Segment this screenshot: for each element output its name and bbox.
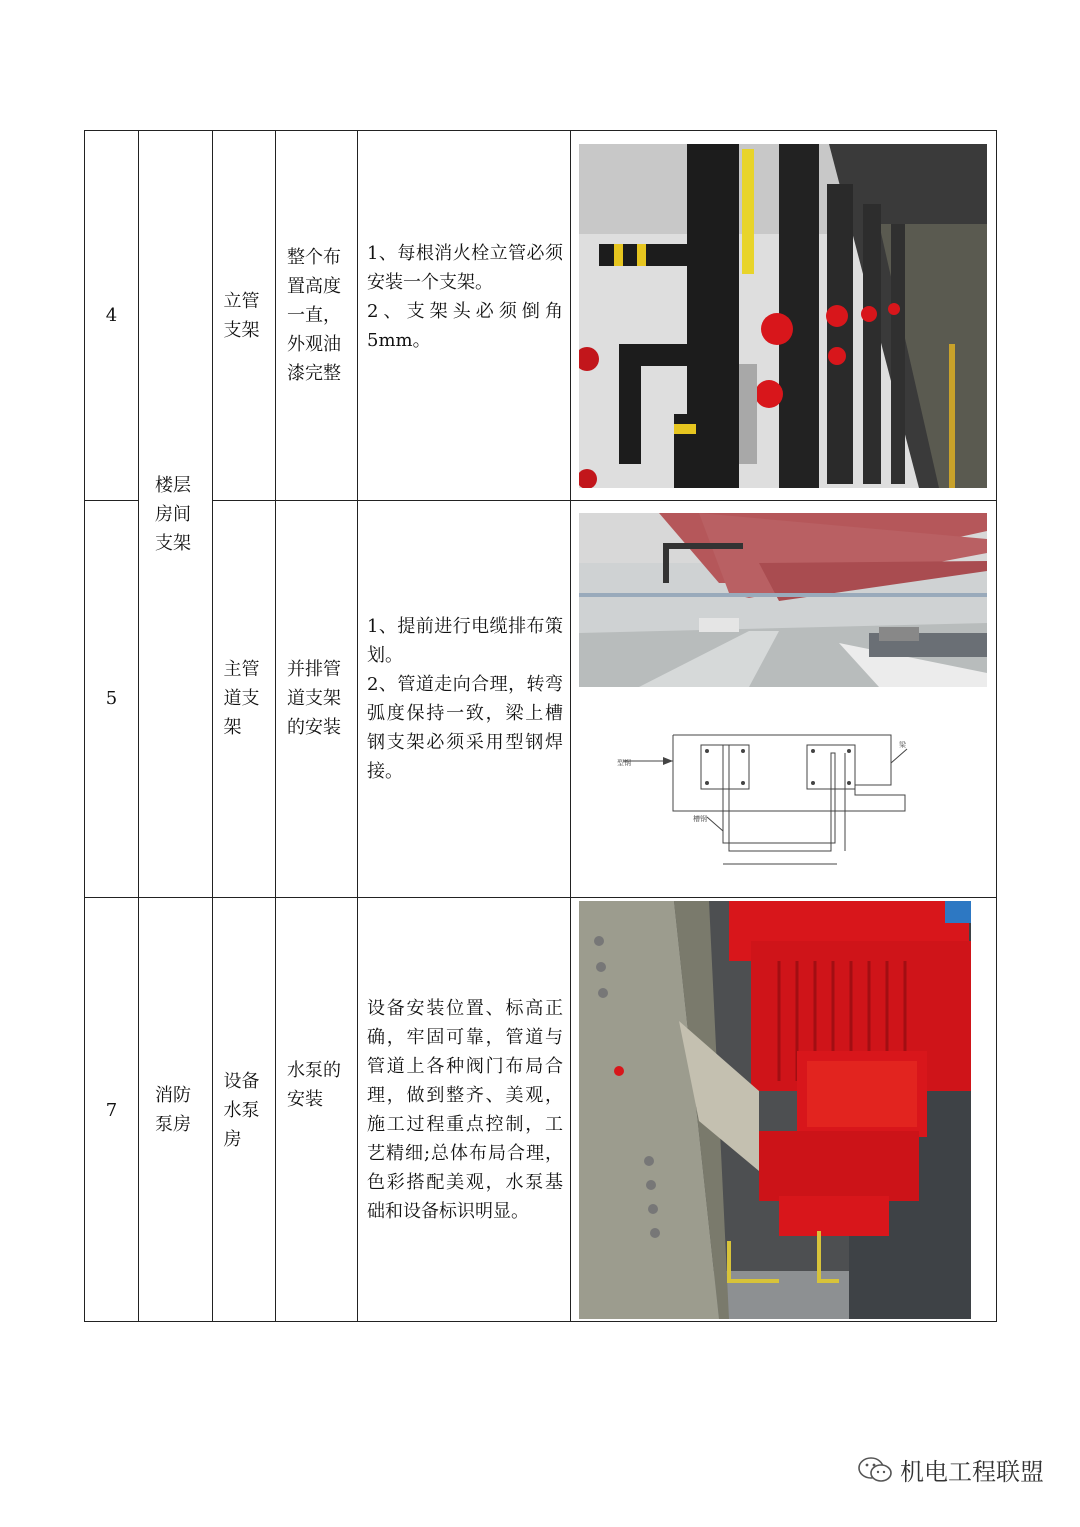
pump-photo-svg bbox=[579, 901, 971, 1319]
description-cell bbox=[367, 500, 563, 897]
garage-photo-svg bbox=[579, 513, 987, 687]
riser-support-photo bbox=[579, 144, 987, 488]
watermark bbox=[858, 1452, 1044, 1487]
item-cell bbox=[212, 131, 275, 500]
wechat-icon bbox=[858, 1456, 892, 1484]
description-line: 1、每根消火栓立管必须安装一个支架。 bbox=[367, 242, 563, 293]
requirement-text: 整个布置高度一直，外观油漆完整 bbox=[287, 247, 341, 384]
row-number bbox=[85, 500, 138, 897]
col-divider bbox=[357, 131, 358, 1321]
row-number-text: 4 bbox=[105, 305, 118, 326]
item-text: 主管道支架 bbox=[223, 659, 260, 738]
row-number bbox=[85, 131, 138, 500]
description-line: 2、支架头必须倒角5mm。 bbox=[367, 300, 563, 351]
riser-photo-svg bbox=[579, 144, 987, 488]
watermark-text: 机电工程联盟 bbox=[900, 1458, 1044, 1486]
area-cell bbox=[138, 897, 212, 1323]
requirement-text: 并排管道支架的安装 bbox=[287, 659, 341, 738]
requirement-text: 水泵的安装 bbox=[287, 1060, 341, 1110]
area-cell bbox=[138, 131, 212, 897]
item-text: 立管支架 bbox=[223, 290, 260, 341]
item-text: 设备水泵房 bbox=[223, 1070, 260, 1150]
area-text: 消防泵房 bbox=[155, 1085, 191, 1135]
diagram-label-bottom: 槽钢 bbox=[693, 815, 707, 823]
description-line: 设备安装位置、标高正确，牢固可靠，管道与管道上各种阀门布局合理，做到整齐、美观，施工过程重点控制，工艺精细;总体布局合理，色彩搭配美观，水泵基础和设备标识明显。 bbox=[367, 998, 563, 1222]
description-line: 2、管道走向合理，转弯弧度保持一致，梁上槽钢支架必须采用型钢焊接。 bbox=[367, 673, 563, 782]
requirement-cell bbox=[275, 131, 357, 500]
item-cell bbox=[212, 500, 275, 897]
diagram-label-left: 型钢 bbox=[617, 759, 631, 767]
row-number-text: 7 bbox=[105, 1099, 118, 1121]
fire-pump-photo bbox=[579, 901, 971, 1319]
row-number-text: 5 bbox=[105, 688, 118, 709]
requirement-cell bbox=[275, 500, 357, 897]
diagram-label-right: 梁 bbox=[899, 741, 906, 749]
channel-steel-diagram bbox=[613, 721, 918, 871]
description-cell bbox=[367, 897, 563, 1323]
garage-pipes-photo bbox=[579, 513, 987, 687]
diagram-svg bbox=[613, 721, 918, 871]
row-number bbox=[85, 897, 138, 1323]
description-line: 1、提前进行电缆排布策划。 bbox=[367, 615, 563, 666]
area-text: 楼层房间支架 bbox=[155, 474, 191, 554]
item-cell bbox=[212, 897, 275, 1323]
requirement-cell bbox=[275, 897, 357, 1323]
description-cell bbox=[367, 131, 563, 500]
col-divider bbox=[570, 131, 571, 1321]
construction-table bbox=[84, 130, 997, 1322]
